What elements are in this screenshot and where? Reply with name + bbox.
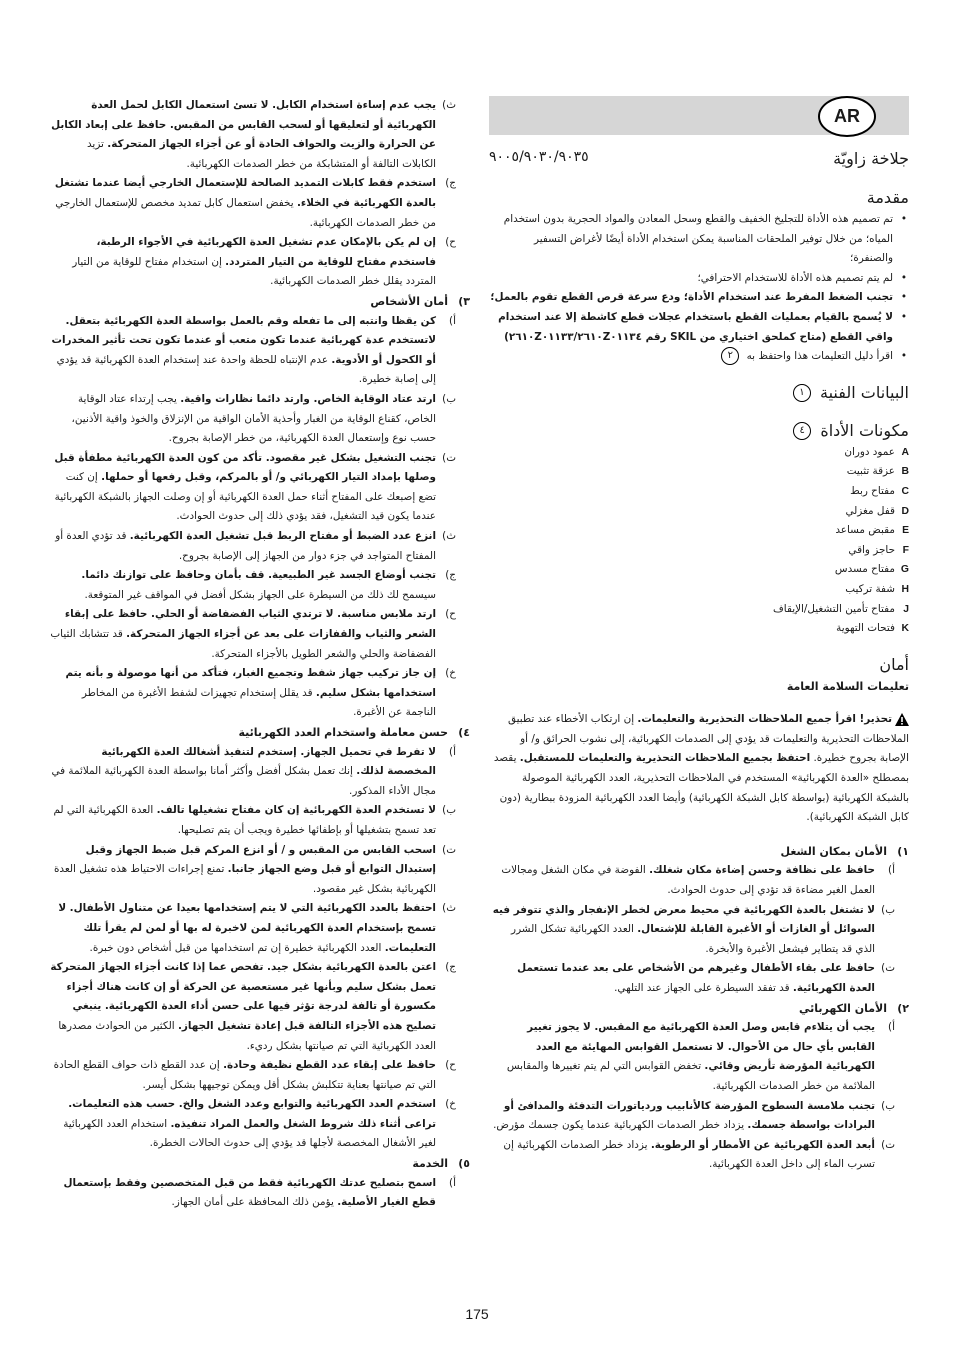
safety-item: أ) حافظ على نظافة وحسن إضاءة مكان شغلك. الفوضة في مكان الشغل ومجالات العمل الغير مضاءة قد تؤدي إلى حدوث الحوادث. <box>501 864 895 897</box>
left-column <box>50 96 470 1213</box>
safety-item: ت) تجنب التشغيل بشكل غير مقصود. تأكد من كون العدة الكهربائية مطفأة قبل وصلها بإمداد التيار الكهربائي و/ أو بالمركم، وقبل رفعها أو حملها. إن كنت تضع إصبعك على المفتاح أثناء حمل العدة الكهربائية أو إن وصلت الجهاز بالشبكة الكهربائية عندما يكون قيد التشغيل، فقد يؤدي ذلك إلى حدوث الحوادث. <box>54 451 456 523</box>
component-item: C مفتاح ربط <box>850 484 909 497</box>
component-item: H شفة تركيب <box>845 582 909 595</box>
section-title: ٥) الخدمة <box>412 1157 470 1171</box>
right-column <box>489 186 909 1175</box>
safety-item: ج) اعتن بالعدة الكهربائية بشكل جيد. تفحص عما إذا كانت أجزاء الجهاز المتحركة تعمل بشكل سليم وبأنها غير مستعصية عن الحركة أو إن كانت هناك أجزاء مكسورة أو تالفة لدرجة تؤثر فيها على حسن أداء العدة الكهربائية. ينبغي تصليح هذه الأجزاء التالفة قبل إعادة تشغيل الجهاز. الكثير من الحوادث مصدرها العدد الكهربائية التي تم صيانتها بشكل رديء. <box>50 961 456 1052</box>
components-heading: مكونات الأداة ٤ <box>489 419 909 443</box>
safety-item: ح) ارتد ملابس مناسبة. لا ترتدي الثياب الفضفاضة أو الحلي. حافظ على إبقاء الشعر والثياب والقفازات على بعد عن أجزاء الجهاز المتحركة. قد تتشابك الثياب الفضفاضة والحلي والشعر الطويل بالأجزاء المتحركة. <box>50 608 456 660</box>
safety-item: ح) إن لم يكن بالإمكان عدم تشغيل العدة الكهربائية في الأجواء الرطبة، فاستخدم مفتاح للوقاية من التيار المتردد. إن استخدام مفتاح للوقاية من التيار المتردد يقلل خطر الصدمات الكهربائية. <box>72 236 456 288</box>
component-item: D قفل مغزلي <box>845 504 909 517</box>
intro-bullet: • لا يُسمح بالقيام بعمليات القطع باستخدام عجلات قطع كاشطة إلا عند استخدام واقي القطع (متاح كملحق اختياري من SKIL رقم ٢٦١٠Z٠١١٣٣/٢٦١٠Z٠١١٣٤) <box>489 308 909 347</box>
safety-item: ت) اسحب القابس من المقبس و / أو انزع المركم قبل ضبط الجهاز وقبل إستبدال التوابع أو قبل وضع الجهاز جانبا. تمنع إجراءات الاحتياط هذه تشغيل العدة الكهربائية بشكل غير مقصود. <box>53 843 456 895</box>
section-title: ٢) الأمان الكهربائي <box>798 1001 909 1015</box>
title-row <box>489 149 909 173</box>
component-item: B عزقة تثبيت <box>846 465 909 478</box>
page-title: جلاخة زاويّة <box>833 149 909 168</box>
safety-item: ب) لا تستخدم العدة الكهربائية إن كان مفتاح تشغيلها تالف. العدة الكهربائية التي لم تعد تسمح بتشغيلها أو بإطفائها خطيرة ويجب أن يتم تصليحها. <box>53 804 456 836</box>
safety-item: أ) يجب أن يتلاءم قابس وصل العدة الكهربائية مع المقبس. لا يجوز تغيير القابس بأي حال من الأحوال. لا تستعمل القوابس المهايئة مع العدد الكهربائية المؤرضة تأريض وقائي. تخفض القوابس التي لم يتم تغييرها والمقابس الملائمة من خطر الصدمات الكهربائية. <box>506 1021 895 1092</box>
safety-item: أ) كن يقظا وانتبه إلى ما تفعله وقم بالعمل بواسطة العدة الكهربائية بتعقل. لاتستخدم عدة كهربائية عندما تكون متعب أو عندما تكون تحت تأثير المخدرات أو الكحول أو الأدوية. عدم الإنتباه للحظة واحدة عند إستخدام العدة الكهربائية قد يؤدي إلى إصابة خطيرة. <box>51 314 456 386</box>
safety-item: ج) تجنب أوضاع الجسد غير الطبيعية. قف بأمان وحافظ على توازنك دائما. سيسمح لك ذلك من السيطرة على الجهاز بشكل أفضل في المواقف غير المتوقعة. <box>81 569 456 601</box>
warning-icon <box>895 713 909 726</box>
component-item: A عمود دوران <box>844 445 909 458</box>
section-title: ١) الأمان بمكان الشغل <box>780 844 909 858</box>
safety-subheading: تعليمات السلامة العامة <box>786 679 909 693</box>
safety-item: ث) انزع عدد الضبط أو مفتاح الربط قبل تشغيل العدة الكهربائية. قد تؤدي العدة أو المفتاح المتواجد في جزء دوار من الجهاز إلى الإصابة بجروح. <box>55 530 456 562</box>
figure-ref-icon: ٢ <box>721 347 739 365</box>
section-title: ٤) حسن معاملة واستخدام العدد الكهربائية <box>238 726 470 739</box>
safety-item: ث) احتفظ بالعدد الكهربائية التي لا يتم إستخدامها بعيدا عن متناول الأطفال. لا تسمح بإستخدام العدة الكهربائية لمن لاخبرة له بها أو لمن لم يقرأ تلك التعليمات. العدد الكهربائية خطيرة إن تم استخدامها من قبل أشخاص دون خبرة. <box>58 902 456 954</box>
component-item: J مفتاح تأمين التشغيل/الإيقاف <box>773 602 909 615</box>
safety-heading: أمان <box>879 654 909 674</box>
component-item: K فتحات التهوية <box>836 622 909 635</box>
intro-bullet: • اقرأ دليل التعليمات هذا واحتفظ به ٢ <box>489 347 909 367</box>
intro-bullet: • لم يتم تصميم هذه الأداة للاستخدام الاحترافي؛ <box>489 269 909 289</box>
intro-bullet: • تم تصميم هذه الأداة للتجليخ الخفيف والقطع وسحل المعادن والمواد الحجرية بدون استخدام المياه؛ من خلال توفير الملحقات المناسبة يمكن استخدام الأداة أيضًا لأغراض التسفير والصنفرة؛ <box>489 210 909 269</box>
safety-item: ج) استخدم فقط كابلات التمديد الصالحة للإستعمال الخارجي أيضا عندما تشتغل بالعدة الكهربائية في الخلاء. يخفض استعمال كابل تمديد مخصص للإستعمال الخارجي من خطر الصدمات الكهربائية. <box>54 177 456 229</box>
safety-item: ت) أبعد العدة الكهربائية عن الأمطار أو الرطوبة. يزداد خطر الصدمات الكهربائية إن تسرب الماء إلى داخل العدة الكهربائية. <box>503 1138 895 1171</box>
intro-bullet: • تجنب الضغط المفرط عند استخدام الأداة؛ ودع سرعة قرص القطع تقوم بالعمل؛ <box>489 288 909 308</box>
component-item: F حاجز واقي <box>848 543 909 556</box>
intro-heading: مقدمة <box>866 188 909 207</box>
section-title: ٣) أمان الأشخاص <box>370 294 470 308</box>
tech-heading: البيانات الفنية ١ <box>489 381 909 405</box>
page-number: 175 <box>465 1306 489 1322</box>
safety-item: خ) استخدم العدد الكهربائية والتوابع وعدد الشغل والخ. حسب هذه التعليمات. تراعى أثناء ذلك شروط الشغل والعمل المراد تنفيذه. استخدام العدد الكهربائية لغير الأشغال المخصصة لأجلها قد يؤدي إلى حدوث الحالات الخطرة. <box>63 1098 456 1150</box>
safety-item: ث) يجب عدم إساءة استخدام الكابل. لا تسئ استعمال الكابل لحمل العدة الكهربائية أو لتعليقها أو لسحب القابس من المقبس. حافظ على إبعاد الكابل عن الحرارة والزيت والحواف الحادة أو عن أجزاء الجهاز المتحركة. تزيد الكابلات التالفة أو المتشابكة من خطر الصدمات الكهربائية. <box>51 99 456 170</box>
component-item: G مفتاح مسدس <box>834 563 909 576</box>
model-codes: ٩٠٠٥/٩٠٣٠/٩٠٣٥ <box>489 149 589 165</box>
language-badge: AR <box>818 96 876 137</box>
safety-item: خ) إن جاز تركيب جهاز شفط وتجميع الغبار، فتأكد من أنها موصولة و بأنه يتم استخدامها بشكل سليم. قد يقلل إستخدام تجهيزات لشفط الأغبرة من المخاطر الناجمة عن الأغبرة. <box>65 667 456 719</box>
safety-item: ب) تجنب ملامسة السطوح المؤرضة كالأنابيب وردياتورات التدفئة والمدافئ أو البرادات بواسطة جسمك. يزداد خطر الصدمات الكهربائية عندما يكون جسمك مؤرض. <box>493 1099 895 1132</box>
warning-paragraph: تحذير! اقرأ جميع الملاحظات التحذيرية والتعليمات. إن ارتكاب الأخطاء عند تطبيق الملاحظات التحذيرية والتعليمات قد يؤدي إلى الصدمات الكهربائية، إلى نشوب الحرائق و/ أو الإصابة بجروح خطيرة. احتفظ بجميع الملاحظات التحذيرية والتعليمات للمستقبل. يقصد بمصطلح «العدة الكهربائية» المستخدم في الملاحظات التحذيرية، العدد الكهربائية الموصولة بالشبكة الكهربائية (بواسطة كابل الشبكة الكهربائية) وأيضا العدد الكهربائية المزودة ببطارية (دون كابل الشبكة الكهربائية). <box>493 713 909 824</box>
safety-item: ح) حافظ على إبقاء عدد القطع نظيفة وحادة. إن عدد القطع ذات حواف القطع الحادة التي تم صيانتها بعناية تتكلبش بشكل أقل ويمكن توجيهها بشكل أيسر. <box>53 1059 456 1091</box>
safety-item: ب) ارتد عتاد الوقاية الخاص. وارتد دائما نظارات واقية. يجب إرتداء عتاد الوقاية الخاص، كقناع الوقاية من الغبار وأحذية الأمان الواقية من الإنزلاق والخوذ واقية الأذنين، حسب نوع وإستعمال العدة الكهربائية، من خطر الإصابة بجروح. <box>71 392 456 445</box>
safety-item: ت) حافظ على بقاء الأطفال وغيرهم من الأشخاص على بعد عندما تستعمل العدة الكهربائية. قد تفقد السيطرة على الجهاز عند التلهي. <box>517 962 895 994</box>
safety-item: أ) لا تفرط في تحميل الجهاز. إستخدم لتنفيذ أشغالك العدة الكهربائية المخصصة لذلك. إنك تعمل بشكل أفضل وأكثر أمانا بواسطة العدة الكهربائية الملائمة في مجال الأداء المذكور. <box>51 745 456 797</box>
figure-ref-icon: ٤ <box>793 422 811 440</box>
safety-item: أ) اسمح بتصليح عدتك الكهربائية فقط من قبل المتخصصين وفقط بإستعمال قطع الغيار الأصلية. يؤمن ذلك المحافظة على أمان الجهاز. <box>63 1176 456 1209</box>
figure-ref-icon: ١ <box>793 384 811 402</box>
safety-item: ب) لا تشتغل بالعدة الكهربائية في محيط معرض لخطر الإنفجار والذي تتوفر فيه السوائل أو الغازات أو الأغبرة القابلة للإشتعال. العدد الكهربائية تشكل الشرر الذي قد يتطاير فيشعل الأغبرة والأبخرة. <box>492 903 895 955</box>
component-item: E مقبض مساعد <box>835 524 909 537</box>
